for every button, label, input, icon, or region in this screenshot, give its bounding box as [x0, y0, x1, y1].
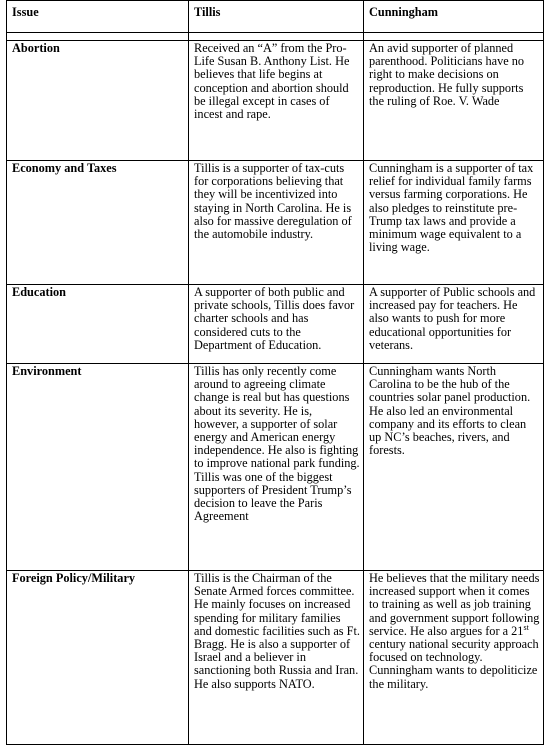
issue-cell: Environment	[7, 364, 189, 571]
issue-cell: Abortion	[7, 41, 189, 161]
cunningham-cell: An avid supporter of planned parenthood. Politicians have no right to make decisions on reproduction. He fully supports the ruling of Roe. V. Wade	[364, 41, 544, 161]
tillis-cell: Tillis is the Chairman of the Senate Armed forces committee. He mainly focuses on increased spending for military families and domestic facilities such as Ft. Bragg. He is also a supporter of Israel and a believer in sanctioning both Russia and Iran. He also supports NATO.	[189, 571, 364, 745]
cunningham-cell	[364, 571, 544, 745]
table-row-foreign-policy	[7, 571, 544, 745]
tillis-cell: A supporter of both public and private schools, Tillis does favor charter schools and has considered cuts to the Department of Education.	[189, 285, 364, 364]
header-cunningham: Cunningham	[364, 1, 544, 33]
cunningham-text-part1: He believes that the military needs increased support when it comes to training as well as job training and government support following service. He also argues for a 21	[369, 571, 540, 638]
table-row-environment	[7, 364, 544, 571]
tillis-cell: Tillis is a supporter of tax-cuts for corporations believing that they will be incentivized into staying in North Carolina. He is also for massive deregulation of the automobile industry.	[189, 161, 364, 285]
table-row-economy	[7, 161, 544, 285]
comparison-document	[6, 0, 543, 745]
table-row-education	[7, 285, 544, 364]
spacer-cell	[7, 33, 189, 41]
issue-cell: Economy and Taxes	[7, 161, 189, 285]
cunningham-cell: Cunningham is a supporter of tax relief for individual family farms versus farming corporations. He also pledges to reinstitute pre-Trump tax laws and provide a minimum wage equivalent to a living wage.	[364, 161, 544, 285]
table-row-abortion	[7, 41, 544, 161]
tillis-cell: Received an “A” from the Pro-Life Susan B. Anthony List. He believes that life begins at conception and abortion should be illegal except in cases of incest and rape.	[189, 41, 364, 161]
candidate-comparison-table	[6, 0, 544, 745]
header-issue: Issue	[7, 1, 189, 33]
issue-cell: Foreign Policy/Military	[7, 571, 189, 745]
table-spacer-row	[7, 33, 544, 41]
cunningham-cell: A supporter of Public schools and increased pay for teachers. He also wants to push for more educational opportunities for veterans.	[364, 285, 544, 364]
issue-cell: Education	[7, 285, 189, 364]
cunningham-cell: Cunningham wants North Carolina to be the hub of the countries solar panel production. He also led an environmental company and its efforts to clean up NC’s beaches, rivers, and forests.	[364, 364, 544, 571]
spacer-cell	[189, 33, 364, 41]
spacer-cell	[364, 33, 544, 41]
header-tillis: Tillis	[189, 1, 364, 33]
tillis-cell: Tillis has only recently come around to agreeing climate change is real but has questions about its severity. He is, however, a supporter of solar energy and American energy independence. He also is fighting to improve national park funding. Tillis was one of the biggest supporters of President Trump’s decision to leave the Paris Agreement	[189, 364, 364, 571]
ordinal-suffix: st	[523, 622, 529, 632]
cunningham-text-part2: century national security approach focused on technology. Cunningham wants to depoliticize the military.	[369, 637, 539, 691]
table-header-row	[7, 1, 544, 33]
